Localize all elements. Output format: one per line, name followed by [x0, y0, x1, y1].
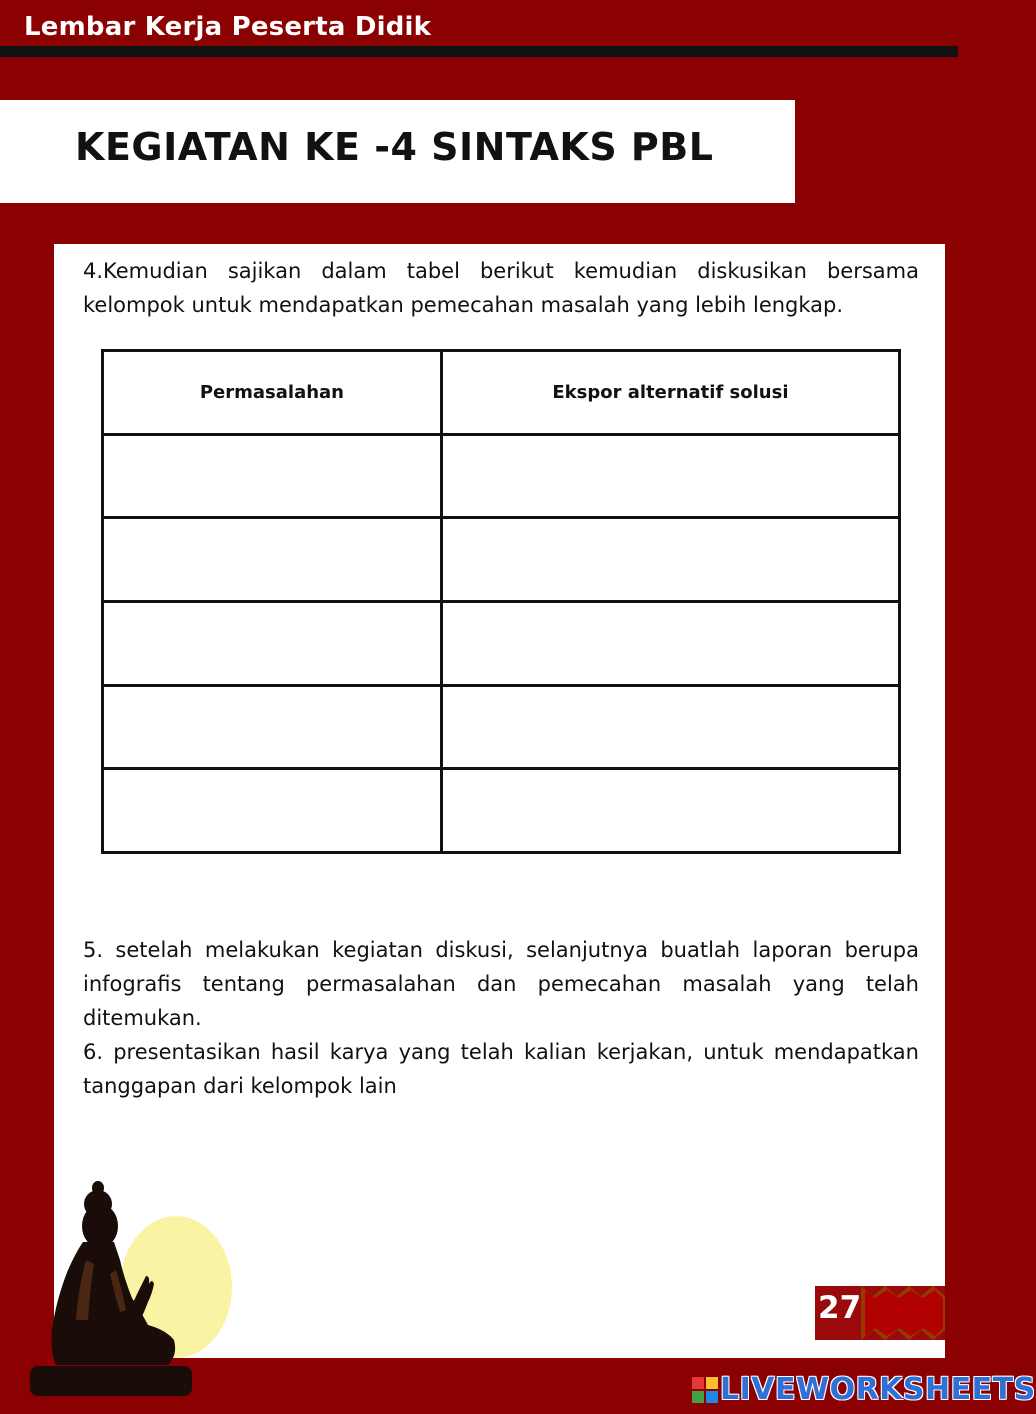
table-row: [103, 434, 900, 518]
watermark-text: LIVEWORKSHEETS: [720, 1372, 1036, 1407]
answer-cell[interactable]: [103, 434, 442, 518]
instruction-step-5: 5. setelah melakukan kegiatan diskusi, selanjutnya buatlah laporan berupa infografis tentang permasalahan dan pemecahan masalah yang telah ditemukan.: [83, 938, 919, 1030]
answer-cell[interactable]: [103, 769, 442, 853]
liveworksheets-watermark[interactable]: [692, 1372, 1036, 1407]
table-row: [103, 518, 900, 602]
instruction-step-6: 6. presentasikan hasil karya yang telah kalian kerjakan, untuk mendapatkan tanggapan dari kelompok lain: [83, 1040, 919, 1098]
table-row: [103, 769, 900, 853]
answer-table: [101, 349, 901, 854]
liveworksheets-logo-icon: [692, 1377, 718, 1403]
page-number: 27: [818, 1290, 862, 1326]
answer-cell[interactable]: [103, 685, 442, 769]
answer-cell[interactable]: [103, 601, 442, 685]
answer-cell[interactable]: [441, 685, 899, 769]
table-header-row: [103, 351, 900, 435]
header-label: Lembar Kerja Peserta Didik: [24, 12, 432, 42]
answer-cell[interactable]: [441, 434, 899, 518]
header-divider: [0, 46, 958, 57]
buddha-statue-icon: [28, 1180, 198, 1400]
answer-cell[interactable]: [441, 518, 899, 602]
instruction-step-4: 4.Kemudian sajikan dalam tabel berikut kemudian diskusikan bersama kelompok untuk mendapatkan pemecahan masalah yang lebih lengkap.: [83, 259, 919, 317]
answer-cell[interactable]: [103, 518, 442, 602]
column-header-solusi: Ekspor alternatif solusi: [441, 351, 899, 435]
table-row: [103, 601, 900, 685]
answer-cell[interactable]: [441, 769, 899, 853]
page-title: KEGIATAN KE -4 SINTAKS PBL: [75, 125, 714, 169]
table-row: [103, 685, 900, 769]
column-header-permasalahan: Permasalahan: [103, 351, 442, 435]
answer-cell[interactable]: [441, 601, 899, 685]
